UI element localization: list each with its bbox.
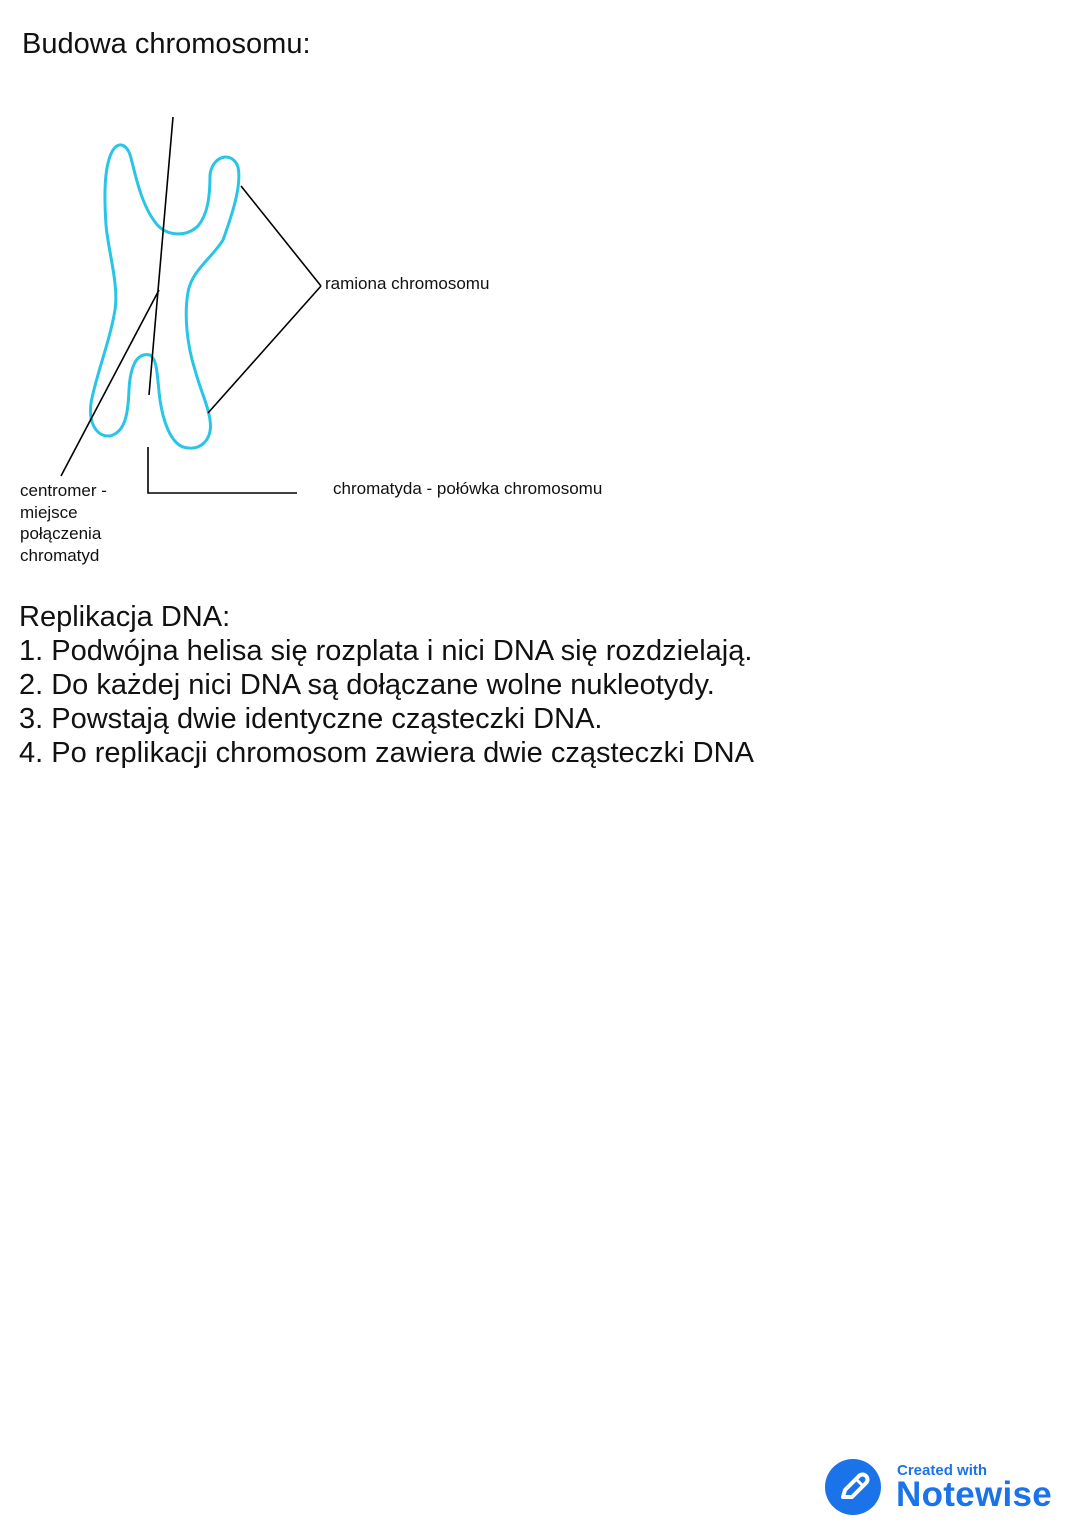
- page-title: Budowa chromosomu:: [22, 28, 311, 60]
- replication-step: 3. Powstają dwie identyczne cząsteczki DNA.: [19, 703, 603, 735]
- pointer-line-centromere: [61, 290, 159, 476]
- pointer-line-vertical: [149, 117, 173, 395]
- pointer-line-arm-lower: [208, 286, 321, 413]
- badge-created-with: Created with: [897, 1462, 988, 1479]
- label-chromatid: chromatyda - połówka chromosomu: [333, 479, 603, 498]
- notewise-badge: [825, 1459, 1065, 1517]
- replication-section: [19, 600, 754, 770]
- replication-step: 4. Po replikacji chromosom zawiera dwie cząsteczki DNA: [19, 737, 754, 769]
- label-arms: ramiona chromosomu: [325, 274, 490, 293]
- label-centromere: centromer - miejsce połączenia chromatyd: [20, 481, 107, 565]
- badge-brand: Notewise: [896, 1475, 1053, 1514]
- pointer-line-arm-upper: [241, 186, 321, 286]
- replication-step: 1. Podwójna helisa się rozplata i nici DNA się rozdzielają.: [19, 635, 753, 667]
- pointer-bracket-chromatid: [148, 447, 297, 493]
- replication-heading: Replikacja DNA:: [19, 601, 231, 633]
- pencil-icon: [825, 1459, 881, 1515]
- replication-step: 2. Do każdej nici DNA są dołączane wolne nukleotydy.: [19, 669, 715, 701]
